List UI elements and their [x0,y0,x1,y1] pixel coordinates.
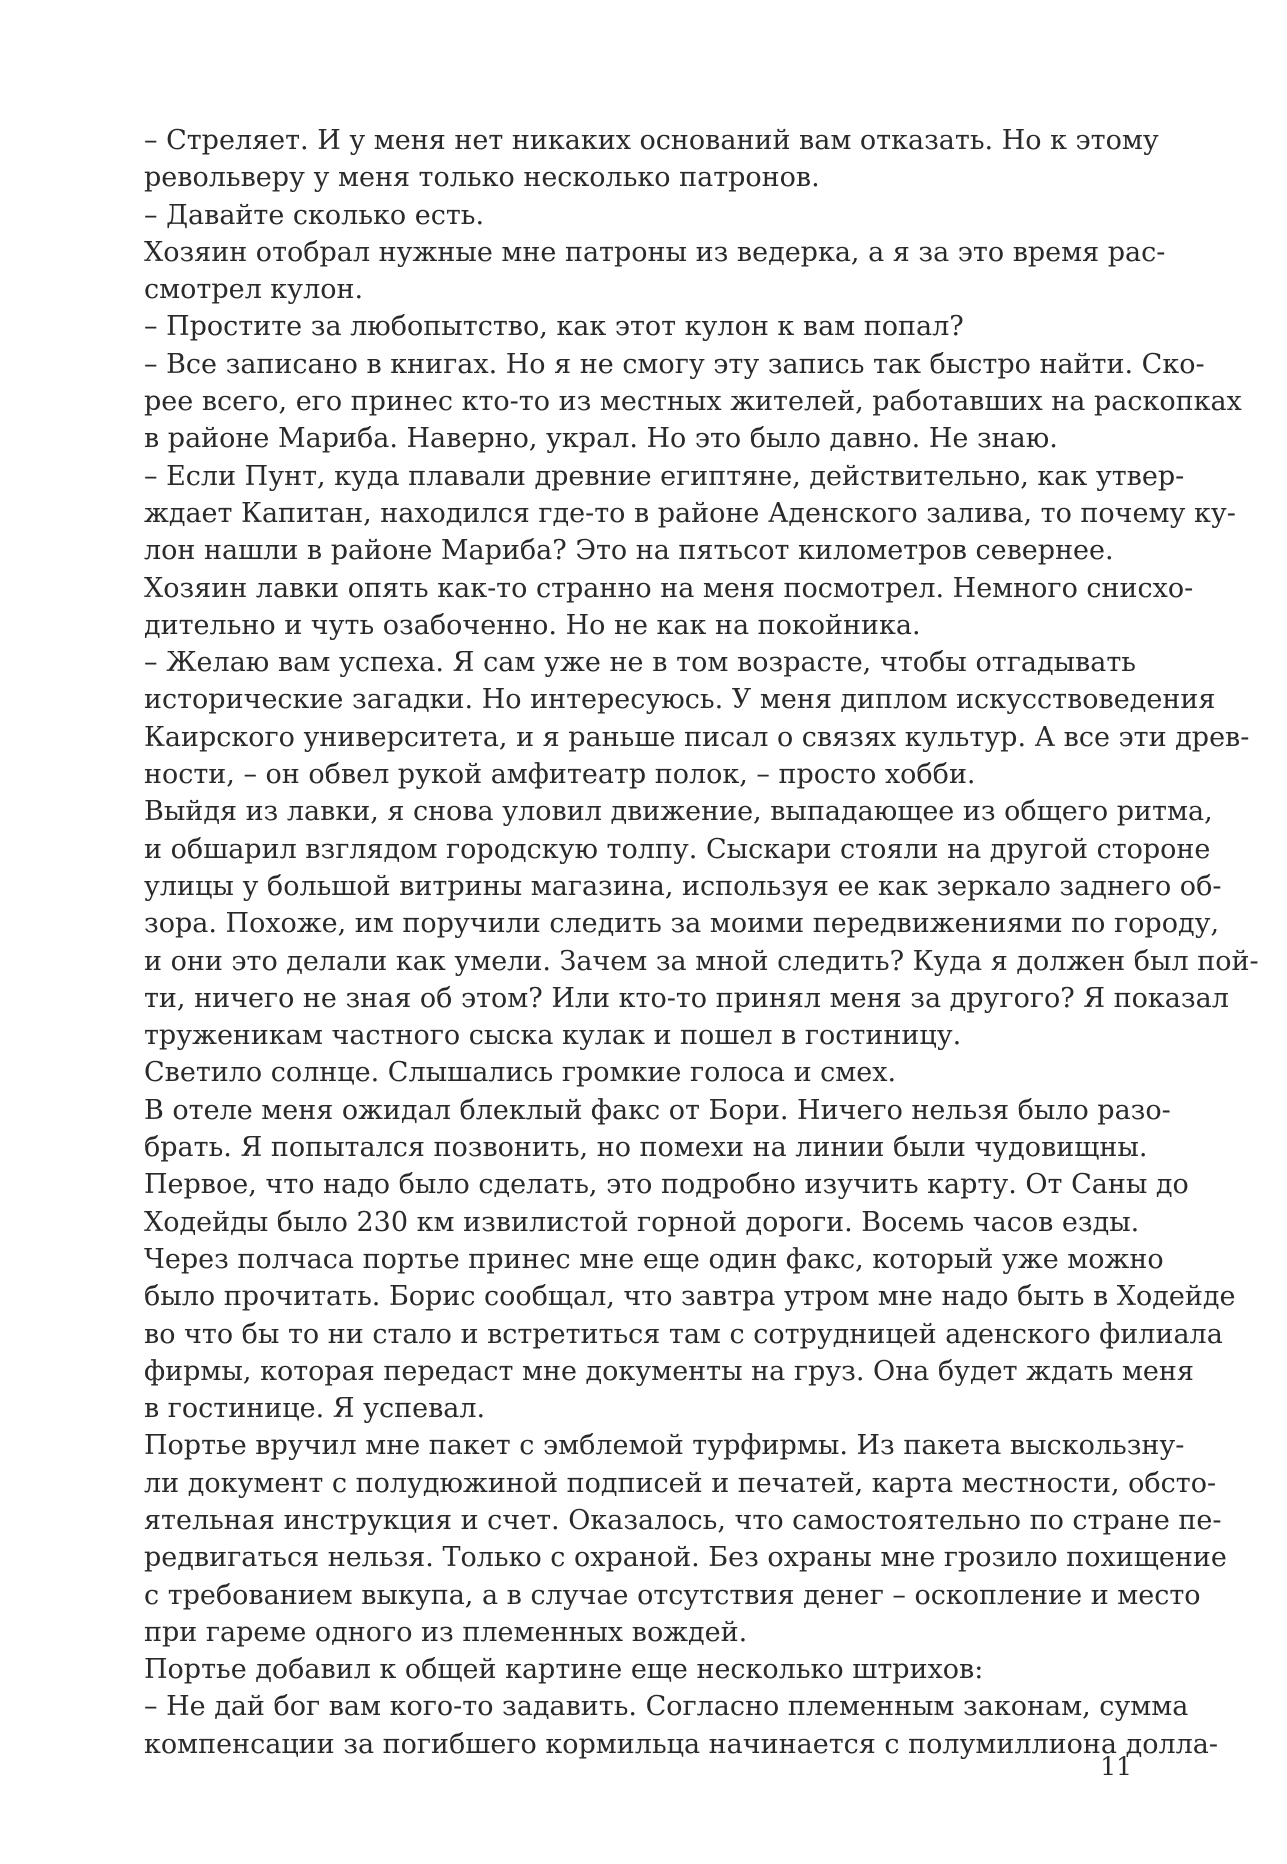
text-line: исторические загадки. Но интересуюсь. У меня диплом искусствоведения [144,684,1216,716]
text-line: Первое, что надо было сделать, это подробно изучить карту. От Саны до [144,1169,1189,1201]
text-line: смотрел кулон. [144,274,364,306]
text-line: во что бы то ни стало и встретиться там с сотрудницей аденского филиала [144,1318,1223,1350]
text-line: Через полчаса портье принес мне еще один факс, который уже можно [144,1243,1164,1275]
text-line: Портье вручил мне пакет с эмблемой турфирмы. Из пакета выскользну- [144,1430,1185,1462]
text-line: лон нашли в районе Мариба? Это на пятьсот километров севернее. [144,535,1114,567]
text-line: – Не дай бог вам кого-то задавить. Согласно племенным законам, сумма [144,1691,1189,1723]
text-line: ятельная инструкция и счет. Оказалось, что самостоятельно по стране пе- [144,1504,1222,1536]
text-line: Ходейды было 230 км извилистой горной дороги. Восемь часов езды. [144,1206,1140,1238]
text-line: Светило солнце. Слышались громкие голоса и смех. [144,1057,897,1089]
text-line: при гареме одного из племенных вождей. [144,1616,748,1648]
text-line: в районе Мариба. Наверно, украл. Но это было давно. Не знаю. [144,423,1058,455]
text-line: ности, – он обвел рукой амфитеатр полок, – просто хобби. [144,759,976,791]
text-line: револьверу у меня только несколько патронов. [144,162,820,194]
text-line: – Желаю вам успеха. Я сам уже не в том возрасте, чтобы отгадывать [144,647,1136,679]
text-line: компенсации за погибшего кормильца начинается с полумиллиона долла- [144,1728,1218,1760]
body-text [144,122,1259,1763]
text-line: редвигаться нельзя. Только с охраной. Без охраны мне грозило похищение [144,1542,1227,1574]
text-line: в гостинице. Я успевал. [144,1393,486,1425]
text-line: ти, ничего не зная об этом? Или кто-то принял меня за другого? Я показал [144,982,1229,1014]
text-line: и обшарил взглядом городскую толпу. Сыскари стояли на другой стороне [144,833,1211,865]
text-line: с требованием выкупа, а в случае отсутствия денег – оскопление и место [144,1579,1201,1611]
text-line: Каирского университета, и я раньше писал о связях культур. А все эти древ- [144,721,1250,753]
text-line: ли документ с полудюжиной подписей и печатей, карта местности, обсто- [144,1467,1217,1499]
text-line: – Давайте сколько есть. [144,199,485,231]
text-line: было прочитать. Борис сообщал, что завтра утром мне надо быть в Ходейде [144,1281,1236,1313]
text-line: фирмы, которая передаст мне документы на груз. Она будет ждать меня [144,1355,1194,1387]
text-line: – Если Пунт, куда плавали древние египтяне, действительно, как утвер- [144,460,1185,492]
text-line: рее всего, его принес кто-то из местных жителей, работавших на раскопках [144,386,1242,418]
page-number: 11 [1100,1752,1132,1781]
text-line: – Стреляет. И у меня нет никаких оснований вам отказать. Но к этому [144,125,1159,156]
text-line: – Простите за любопытство, как этот кулон к вам попал? [144,311,964,343]
text-line: зора. Похоже, им поручили следить за моими передвижениями по городу, [144,908,1220,940]
text-line: – Все записано в книгах. Но я не смогу эту запись так быстро найти. Ско- [144,348,1205,380]
text-line: брать. Я попытался позвонить, но помехи на линии были чудовищны. [144,1132,1148,1164]
text-line: дительно и чуть озабоченно. Но не как на покойника. [144,609,921,641]
text-line: В отеле меня ожидал блеклый факс от Бори. Ничего нельзя было разо- [144,1094,1171,1126]
text-line: ждает Капитан, находился где-то в районе Аденского залива, то почему ку- [144,497,1236,529]
text-line: труженикам частного сыска кулак и пошел в гостиницу. [144,1020,962,1052]
text-line: Портье добавил к общей картине еще несколько штрихов: [144,1654,984,1686]
text-line: Выйдя из лавки, я снова уловил движение, выпадающее из общего ритма, [144,796,1213,828]
text-line: Хозяин лавки опять как-то странно на меня посмотрел. Немного снисхо- [144,572,1194,604]
text-line: и они это делали как умели. Зачем за мной следить? Куда я должен был пой- [144,945,1259,977]
text-line: улицы у большой витрины магазина, используя ее как зеркало заднего об- [144,870,1222,902]
text-line: Хозяин отобрал нужные мне патроны из ведерка, а я за это время рас- [144,236,1166,268]
